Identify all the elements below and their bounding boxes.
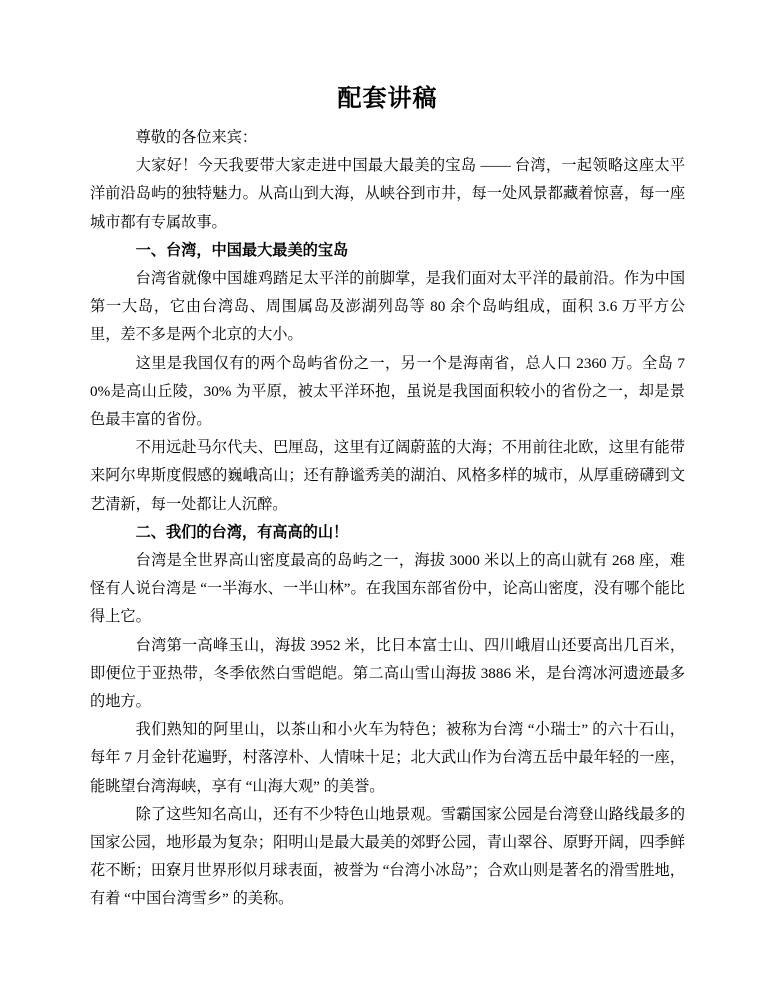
body-paragraph: 除了这些知名高山，还有不少特色山地景观。雪霸国家公园是台湾登山路线最多的国家公园，地形最为复杂；阳明山是最大最美的郊野公园，青山翠谷、原野开阔，四季鲜花不断；田寮月世界形似月球表面，被誉为 “台湾小冰岛”；合欢山则是著名的滑雪胜地，有着 “中国台湾雪乡” 的美称。 <box>90 805 685 908</box>
body-paragraph: 台湾省就像中国雄鸡踏足太平洋的前脚掌，是我们面对太平洋的最前沿。作为中国第一大岛，它由台湾岛、周围属岛及澎湖列岛等 80 余个岛屿组成，面积 3.6 万平方公里，差不多是两个北京的大小。 <box>90 270 685 344</box>
body-paragraph: 台湾是全世界高山密度最高的岛屿之一，海拔 3000 米以上的高山就有 268 座，难怪有人说台湾是 “一半海水、一半山林”。在我国东部省份中，论高山密度，没有哪个能比得上它。 <box>90 552 685 626</box>
document-title: 配套讲稿 <box>337 86 438 112</box>
section-heading: 二、我们的台湾，有高高的山！ <box>135 523 349 541</box>
body-paragraph: 台湾第一高峰玉山，海拔 3952 米，比日本富士山、四川峨眉山还要高出几百米，即便位于亚热带，冬季依然白雪皑皑。第二高山雪山海拔 3886 米，是台湾冰河遗迹最多的地方。 <box>90 636 685 711</box>
body-paragraph: 不用远赴马尔代夫、巴厘岛，这里有辽阔蔚蓝的大海；不用前往北欧，这里有能带来阿尔卑斯度假感的巍峨高山；还有静谧秀美的湖泊、风格多样的城市，从厚重磅礴到文艺清新，每一处都让人沉醉。 <box>90 439 685 513</box>
section-heading: 一、台湾，中国最大最美的宝岛 <box>135 241 349 259</box>
body-paragraph: 我们熟知的阿里山，以茶山和小火车为特色；被称为台湾 “小瑞士” 的六十石山，每年 7 月金针花遍野，村落淳朴、人情味十足；北大武山作为台湾五岳中最年轻的一座，能眺望台湾海峡，享有 “山海大观” 的美誉。 <box>90 721 685 795</box>
body-paragraph: 这里是我国仅有的两个岛屿省份之一，另一个是海南省，总人口 2360 万。全岛 70%是高山丘陵，30% 为平原，被太平洋环抱，虽说是我国面积较小的省份之一，却是景色最丰富的省份。 <box>90 354 685 429</box>
document-body <box>90 124 685 914</box>
body-paragraph: 大家好！今天我要带大家走进中国最大最美的宝岛 —— 台湾，一起领略这座太平洋前沿岛屿的独特魅力。从高山到大海，从峡谷到市井，每一处风景都藏着惊喜，每一座城市都有专属故事。 <box>90 157 685 231</box>
body-paragraph: 尊敬的各位来宾： <box>135 129 258 146</box>
